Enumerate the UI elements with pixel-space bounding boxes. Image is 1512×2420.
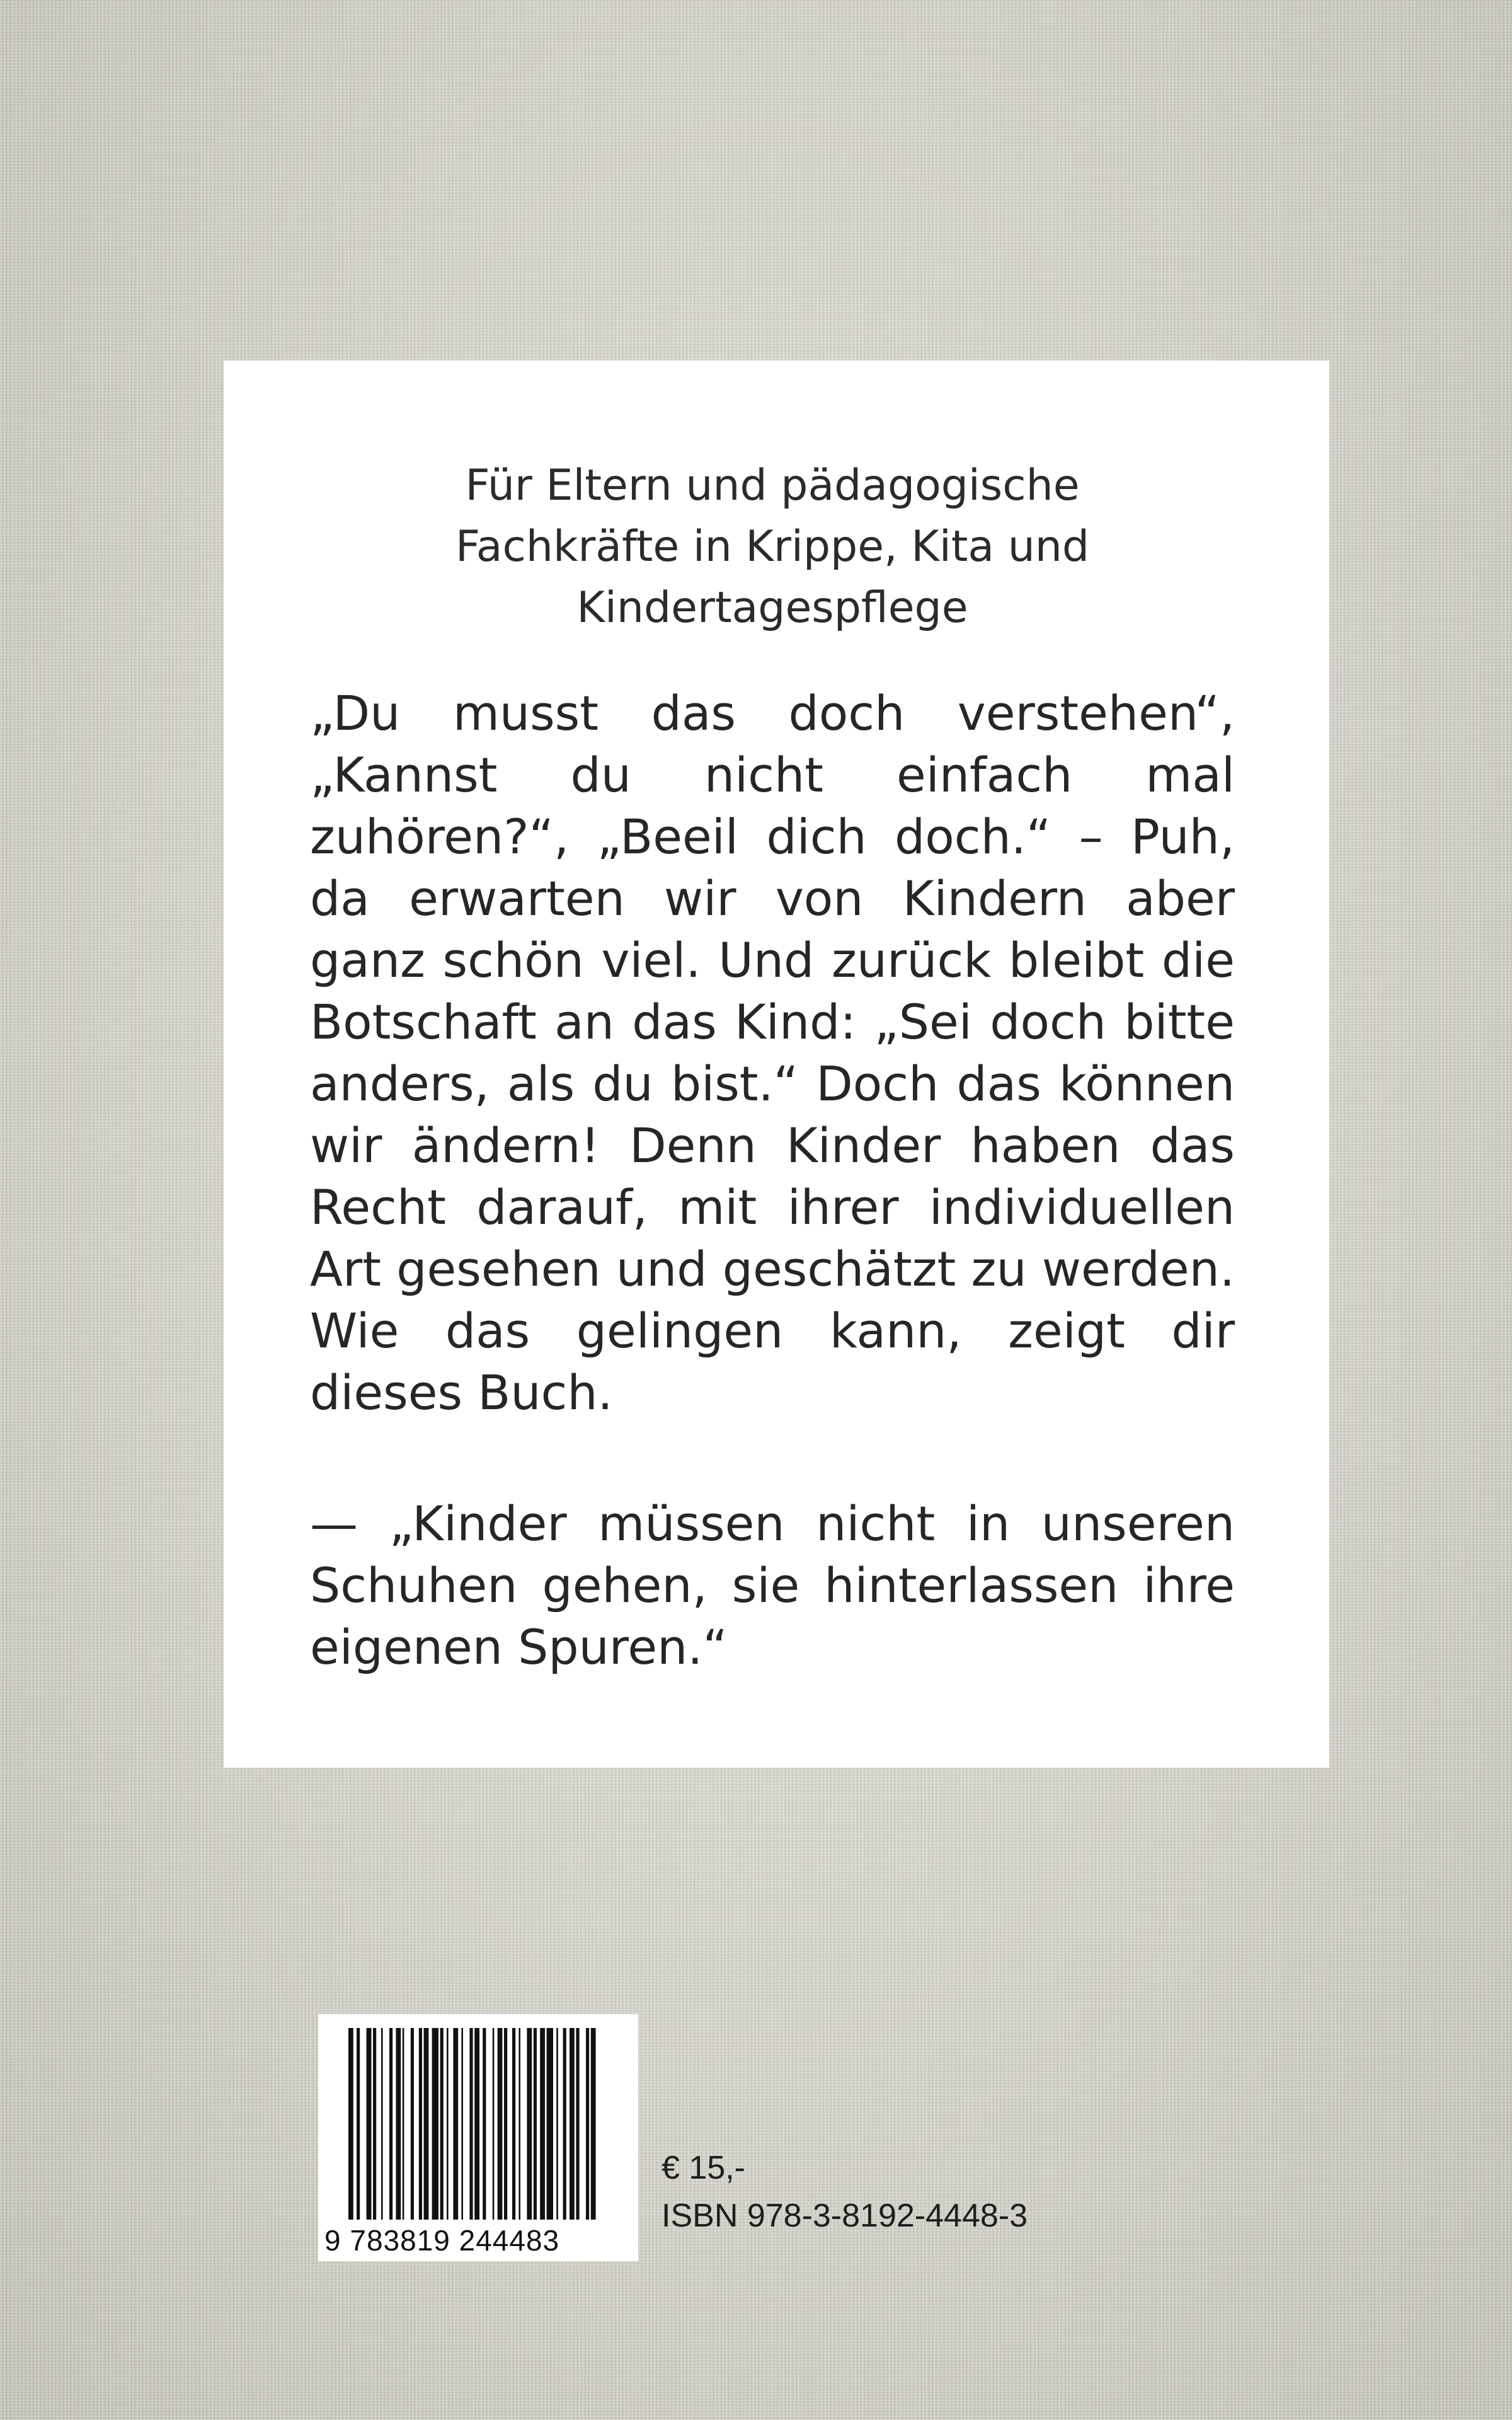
barcode-bar	[432, 2028, 438, 2220]
blurb-text: „Du musst das doch verstehen“, „Kannst du nicht einfach mal zuhören?“, „Beeil dich doch.“ – Puh, da erwarten wir von Kindern aber ganz schön viel. Und zurück bleibt die Botschaft an das Kind: „Sei doch bitte anders, als du bist.“ Doch das können wir ändern! Denn Kinder haben das Recht darauf, mit ihrer individuellen Art gesehen und geschätzt zu werden. Wie das gelingen kann, zeigt dir dieses Buch.	[310, 685, 1235, 1420]
barcode	[318, 2014, 638, 2261]
barcode-bar	[367, 2028, 372, 2220]
barcode-bar	[411, 2028, 414, 2220]
barcode-bar	[469, 2028, 472, 2220]
barcode-bar	[403, 2028, 404, 2220]
barcode-bar	[540, 2028, 545, 2220]
barcode-bar	[373, 2028, 376, 2220]
barcode-bar	[563, 2028, 566, 2220]
barcode-bar	[453, 2028, 458, 2220]
barcode-bar	[357, 2028, 360, 2220]
barcode-bar	[512, 2028, 515, 2220]
audience-line: Für Eltern und pädagogische	[465, 461, 1080, 510]
closing-quote: — „Kinder müssen nicht in unseren Schuhen gehen, sie hinterlassen ihre eigenen Spuren.“	[310, 1495, 1235, 1675]
barcode-bar	[424, 2028, 429, 2220]
barcode-bar	[389, 2028, 392, 2220]
barcode-bar	[348, 2028, 353, 2220]
barcode-bar	[419, 2028, 422, 2220]
barcode-bar	[498, 2028, 503, 2220]
barcode-bar	[518, 2028, 520, 2220]
audience-heading	[310, 455, 1235, 638]
barcode-bar	[396, 2028, 401, 2220]
back-cover-text-panel	[224, 360, 1329, 1768]
barcode-bar	[504, 2028, 507, 2220]
barcode-bar	[547, 2028, 553, 2220]
isbn: ISBN 978-3-8192-4448-3	[662, 2198, 1028, 2234]
barcode-digits: 9 783819 244483	[324, 2224, 560, 2257]
barcode-bar	[474, 2028, 479, 2220]
barcode-bar	[586, 2028, 589, 2220]
barcode-bar	[527, 2028, 532, 2220]
barcode-bar	[461, 2028, 463, 2220]
barcode-bar	[576, 2028, 579, 2220]
audience-line: Fachkräfte in Krippe, Kita und	[455, 522, 1090, 572]
barcode-bar	[440, 2028, 444, 2220]
barcode-bar	[534, 2028, 537, 2220]
barcode-bar	[493, 2028, 495, 2220]
audience-line: Kindertagespflege	[576, 583, 968, 633]
barcode-bar	[447, 2028, 449, 2220]
barcode-bar	[483, 2028, 486, 2220]
price: € 15,-	[662, 2150, 745, 2186]
barcode-bar	[381, 2028, 383, 2220]
barcode-bar	[556, 2028, 558, 2220]
barcode-bar	[591, 2028, 596, 2220]
barcode-bar	[570, 2028, 575, 2220]
